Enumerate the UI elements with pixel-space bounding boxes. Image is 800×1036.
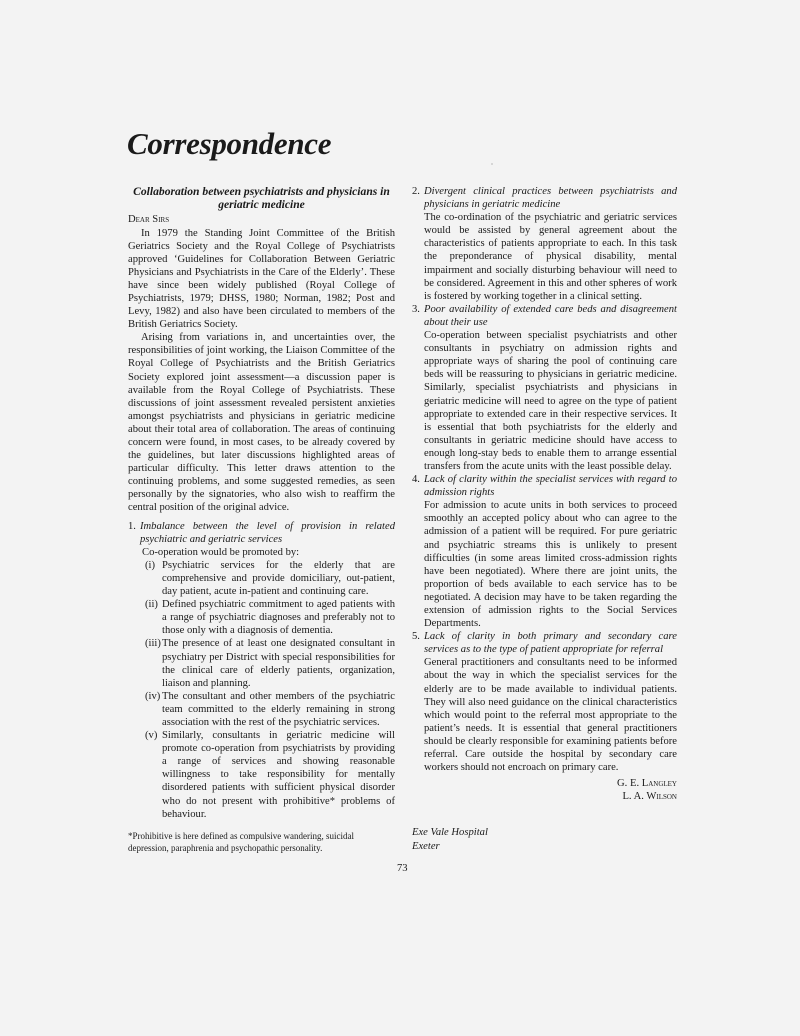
item-text: General practitioners and consultants need to be informed about the way in which the specialist services for the elderly are to be made available to individual patients. They will also need guidance on the clinical characteristics which would point to the referral most appropriate to the patient’s needs. It is essential that general practitioners should be clearly responsible for examining patients before referral. Care outside the hospital by secondary care workers should not encroach on primary care. <box>424 657 677 774</box>
sub-item <box>145 637 395 689</box>
item-number: 1. <box>128 520 136 532</box>
paragraph-2: Arising from variations in, and uncertainties over, the responsibilities of joint working, the Liaison Committee of the Royal College of Psychiatrists and the British Geriatrics Society explored joint assessment—a discussion paper is available from the Royal College of Psychiatrists. These discussions of joint assessment revealed persistent anxieties amongst psychiatrists and physicians in geriatric medicine about their total area of collaboration. The areas of continuing concern were found, in most cases, to be already covered by the guidelines, but later discussions highlighted areas of particular difficulty. This letter draws attention to the continuing problems, and some suggested remedies, as seen personally by the signatories, who also wish to reaffirm the central position of the original advice. <box>128 332 395 514</box>
item-title: Divergent clinical practices between psychiatrists and physicians in geriatric medicine <box>424 186 677 211</box>
page-number: 73 <box>397 863 408 874</box>
item-number: 2. <box>412 186 420 197</box>
list-item-2 <box>412 185 677 303</box>
sub-item-number: (i) <box>145 559 155 571</box>
sub-item <box>145 729 395 821</box>
sub-item <box>145 598 395 637</box>
paragraph-1: In 1979 the Standing Joint Committee of the British Geriatrics Society and the Royal College of Psychiatrists approved ‘Guidelines for Collaboration Between Geriatric Physicians and Psychiatrists in the Care of the Elderly’. These have since been widely published (Royal College of Psychiatrists, 1979; DHSS, 1980; Norman, 1982; Post and Levy, 1982) and also have been circulated to members of the British Geriatrics Society. <box>128 227 395 331</box>
item-title: Poor availability of extended care beds and disagreement about their use <box>424 303 677 328</box>
item-title: Imbalance between the level of provision in related psychiatric and geriatric services <box>140 520 395 545</box>
item-text: For admission to acute units in both services to proceed smoothly an accepted policy about who can agree to the admission of a patient will be required. For pure geriatric and psychiatric streams this is unlikely to present difficulties (in some areas limited cross-admission rights have been negotiated). Where there are joint units, the proportion of beds available to each service has to be negotiated. A decision may have to be taken regarding the extension of admission rights to the Social Services Departments. <box>424 500 677 630</box>
sub-item-number: (v) <box>145 730 158 742</box>
list-item-1 <box>128 520 395 821</box>
item-title: Lack of clarity within the specialist services with regard to admission rights <box>424 474 677 499</box>
item-lead: Co-operation would be promoted by: <box>142 546 300 558</box>
list-item-5 <box>412 630 677 774</box>
sub-item-text: The presence of at least one designated consultant in psychiatry per District with special responsibilities for the clinical care of elderly patients, organization, liaison and planning. <box>162 638 395 689</box>
footnote: *Prohibitive is here defined as compulsive wandering, suicidal depression, paraphrenia and psychopathic personality. <box>128 830 354 853</box>
right-column <box>412 185 677 803</box>
address-line: Exe Vale Hospital <box>412 827 488 838</box>
item-text: The co-ordination of the psychiatric and geriatric services would be assisted by general agreement about the characteristics of patients appropriate to each. In this task the preponderance of physical disability, mental impairment and socially disturbing behaviour will need to be considered. Agreement in this and other spheres of work is fostered by working together in a clinical setting. <box>424 212 677 302</box>
sub-item <box>145 690 395 729</box>
signatory: L. A. Wilson <box>622 791 677 803</box>
item-number: 5. <box>412 631 420 643</box>
print-speck <box>491 163 493 165</box>
item-title: Lack of clarity in both primary and secondary care services as to the type of patient appropriate for referral <box>424 631 677 656</box>
list-item-4 <box>412 473 677 630</box>
signatory: G. E. Langley <box>617 778 677 790</box>
address <box>412 826 488 853</box>
sub-item-text: Psychiatric services for the elderly that are comprehensive and provide domiciliary, out-patient, day patient, acute in-patient and continuing care. <box>162 559 395 598</box>
section-heading: Correspondence <box>127 126 332 161</box>
sub-item-text: The consultant and other members of the psychiatric team committed to the elderly remaining in strong association with the rest of the psychiatric services. <box>162 690 395 728</box>
sub-item <box>145 559 395 598</box>
sub-item-number: (iii) <box>145 638 161 650</box>
item-number: 3. <box>412 303 420 315</box>
address-line: Exeter <box>412 840 440 852</box>
sub-item-text: Similarly, consultants in geriatric medicine will promote co-operation from psychiatrists by providing a range of services and showing reasonable willingness to take responsibility for mentally disordered patients with sufficient physical disorder who do not present with prohibitive* problems of behaviour. <box>162 730 395 820</box>
sub-item-text: Defined psychiatric commitment to aged patients with a range of psychiatric diagnoses and preferably not to those only with a diagnosis of dementia. <box>162 599 395 637</box>
item-number: 4. <box>412 474 420 486</box>
signatories <box>412 777 677 803</box>
sub-item-number: (iv) <box>145 690 161 702</box>
letter-title: Collaboration between psychiatrists and physicians in geriatric medicine <box>133 185 390 212</box>
left-column <box>128 185 395 854</box>
sub-item-number: (ii) <box>145 599 158 611</box>
salutation: Dear Sirs <box>128 214 170 226</box>
item-text: Co-operation between specialist psychiatrists and other consultants in psychiatry on admission rights and appropriate ways of sharing the pool of continuing care beds will be reassuring to physicians in geriatric medicine. Similarly, specialist psychiatrists and physicians in geriatric medicine will need to agree on the type of patient appropriate to extended care in their respective services. It is essential that both psychiatrists for the elderly and consultants in geriatric medicine should have access to enough long-stay beds to enable them to arrange essential transfers from the acute units with the least possible delay. <box>424 330 677 472</box>
list-item-3 <box>412 303 677 473</box>
